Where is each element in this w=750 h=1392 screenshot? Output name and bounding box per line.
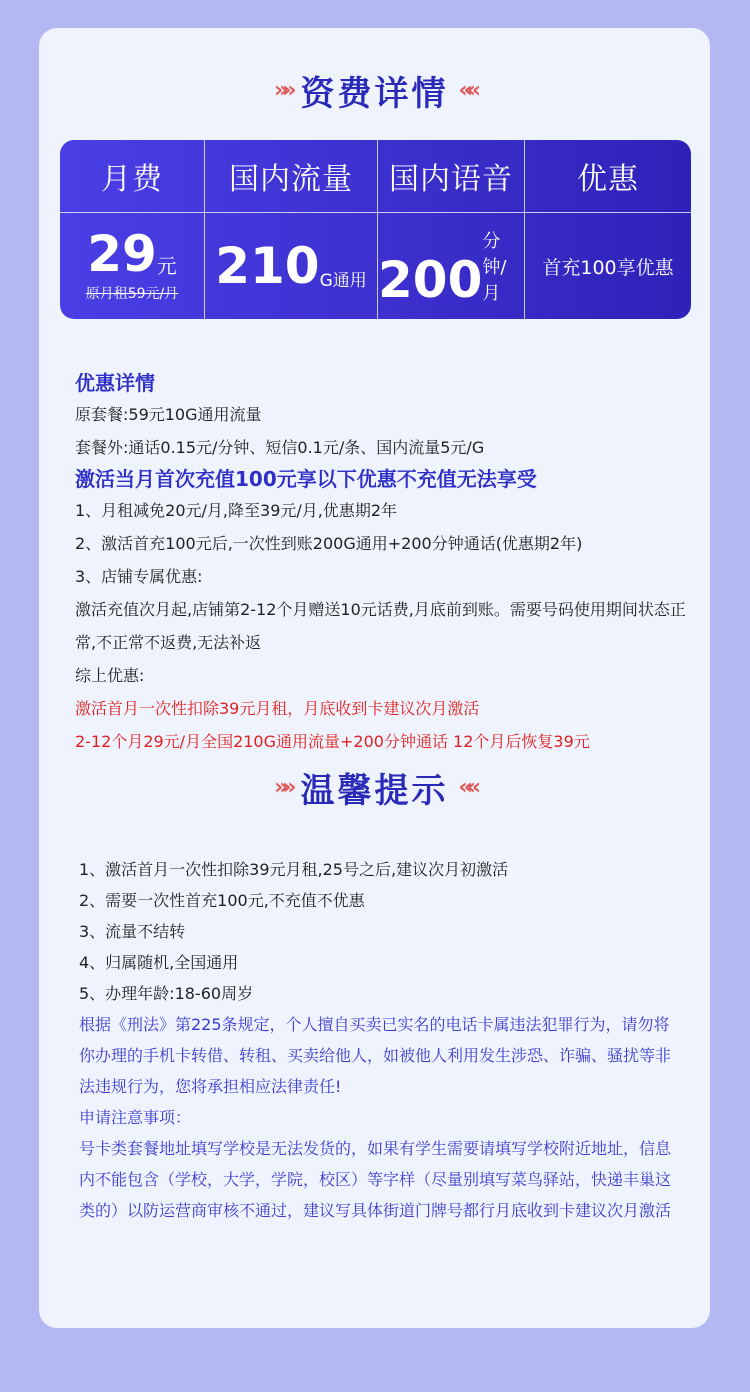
detail-item: 3、店铺专属优惠:: [75, 567, 203, 586]
section-title-text: 资费详情: [300, 74, 449, 114]
legal-notice: 根据《刑法》第225条规定，个人擅自买卖已实名的电话卡属违法犯罪行为，请勿将你办理的手机卡转借、转租、买卖给他人，如被他人利用发生涉恐、诈骗、骚扰等非法违规行为，您将承担相应法律责任!: [79, 1015, 672, 1096]
detail-item: 2、激活首充100元后,一次性到账200G通用+200分钟通话(优惠期2年): [75, 534, 583, 553]
left-chevrons-icon: »»: [274, 78, 291, 103]
tips-section: [79, 854, 679, 1226]
promo-details: [75, 368, 695, 758]
tip-item: 1、激活首月一次性扣除39元月租,25号之后,建议次月初激活: [79, 860, 509, 879]
summary-red-line: 2-12个月29元/月全国210G通用流量+200分钟通话 12个月后恢复39元: [75, 732, 590, 751]
content-card: [39, 28, 710, 1328]
summary-red-line: 激活首月一次性扣除39元月租，月底收到卡建议次月激活: [75, 699, 480, 718]
summary-label: 综上优惠:: [75, 666, 145, 685]
left-chevrons-icon: »»: [274, 775, 291, 800]
promo-text: 首充100享优惠: [542, 256, 674, 279]
header-monthly-fee: 月费: [60, 140, 205, 213]
section-title-fees: [39, 66, 710, 115]
voice-unit: 分钟/月: [482, 231, 507, 304]
promo-cell: [525, 213, 691, 319]
activation-heading: 激活当月首次充值100元享以下优惠不充值无法享受: [75, 467, 537, 491]
data-value: 210: [215, 237, 320, 295]
application-notice: 号卡类套餐地址填写学校是无法发货的，如果有学生需要请填写学校附近地址，信息内不能包含（学校，大学，学院，校区）等字样（尽量别填写菜鸟驿站，快递丰巢这类的）以防运营商审核不通过，建议写具体街道门牌号都行月底收到卡建议次月激活: [79, 1139, 672, 1220]
details-heading: 优惠详情: [75, 371, 155, 395]
extra-charges: 套餐外:通话0.15元/分钟、短信0.1元/条、国内流量5元/G: [75, 438, 485, 457]
original-monthly-fee: 原月租59元/月: [85, 286, 179, 302]
header-domestic-voice: 国内语音: [378, 140, 525, 213]
tip-item: 2、需要一次性首充100元,不充值不优惠: [79, 891, 365, 910]
notice-label: 申请注意事项：: [79, 1108, 192, 1127]
voice-cell: [378, 213, 525, 319]
original-plan: 原套餐:59元10G通用流量: [75, 405, 262, 424]
detail-item: 1、月租减免20元/月,降至39元/月,优惠期2年: [75, 501, 398, 520]
monthly-fee-value: 29: [87, 225, 157, 283]
data-cell: [205, 213, 378, 319]
voice-value: 200: [378, 251, 483, 309]
section-title-text: 温馨提示: [300, 771, 449, 811]
right-chevrons-icon: ««: [458, 78, 475, 103]
fee-table: [60, 140, 691, 319]
header-promo: 优惠: [525, 140, 691, 213]
tip-item: 4、归属随机,全国通用: [79, 953, 239, 972]
shop-description: 激活充值次月起,店铺第2-12个月赠送10元话费,月底前到账。需要号码使用期间状态正常,不正常不返费,无法补返: [75, 600, 686, 652]
monthly-fee-unit: 元: [156, 254, 177, 278]
header-domestic-data: 国内流量: [205, 140, 378, 213]
monthly-fee-cell: [60, 213, 205, 319]
section-title-tips: [39, 763, 710, 812]
right-chevrons-icon: ««: [458, 775, 475, 800]
tip-item: 3、流量不结转: [79, 922, 186, 941]
tip-item: 5、办理年龄:18-60周岁: [79, 984, 254, 1003]
data-unit: G通用: [319, 271, 367, 291]
